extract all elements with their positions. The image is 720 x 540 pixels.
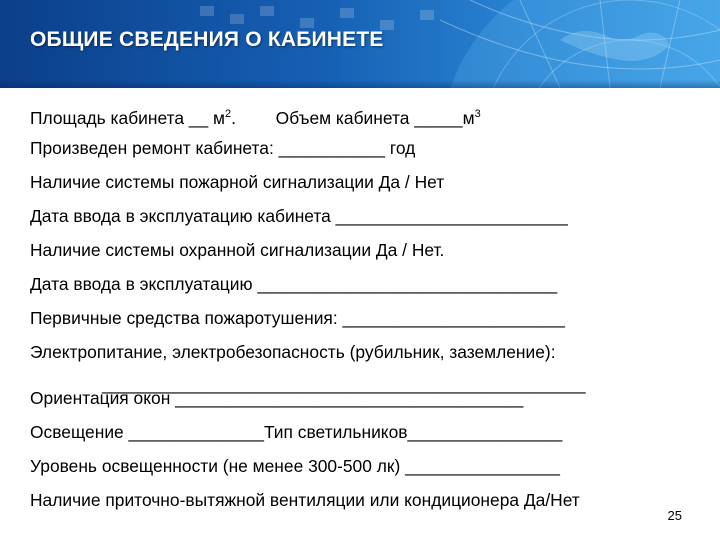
windows-line: Ориентация окон ____________________________________: [30, 388, 524, 408]
illumination-line: Уровень освещенности (не менее 300-500 лк) ________________: [30, 456, 560, 476]
commission-date2-line: Дата ввода в эксплуатацию _______________________________: [30, 274, 558, 294]
lighting-line: Освещение ______________Тип светильников________________: [30, 422, 563, 442]
area-unit: м: [213, 107, 226, 128]
fire-alarm-line: Наличие системы пожарной сигнализации Да / Нет: [30, 172, 445, 192]
fire-equipment-line: Первичные средства пожаротушения: _______________________: [30, 308, 565, 328]
area-blank: __: [188, 107, 209, 128]
security-alarm-line: Наличие системы охранной сигнализации Да / Нет.: [30, 240, 445, 260]
repair-line: Произведен ремонт кабинета: ___________ год: [30, 138, 416, 158]
page-number: 25: [667, 508, 682, 523]
electric-blank-line: __________________________________________________: [102, 374, 586, 394]
area-tail: .: [231, 107, 236, 128]
banner-shadow: [0, 80, 720, 88]
volume-unit: м: [462, 107, 475, 128]
area-label: Площадь кабинета: [30, 107, 185, 128]
volume-unit-sup: 3: [474, 108, 481, 120]
area-volume-line: [30, 103, 481, 129]
area-unit-sup: 2: [225, 108, 232, 120]
slide-title: ОБЩИЕ СВЕДЕНИЯ О КАБИНЕТЕ: [30, 28, 384, 51]
header-banner: [0, 0, 720, 88]
commission-date-line: Дата ввода в эксплуатацию кабинета ________________________: [30, 206, 568, 226]
ventilation-line: Наличие приточно-вытяжной вентиляции или кондиционера Да/Нет: [30, 490, 580, 510]
electric-line: Электропитание, электробезопасность (рубильник, заземление):: [30, 342, 556, 362]
volume-blank: _____: [414, 107, 463, 128]
volume-label: Объем кабинета: [275, 107, 410, 128]
